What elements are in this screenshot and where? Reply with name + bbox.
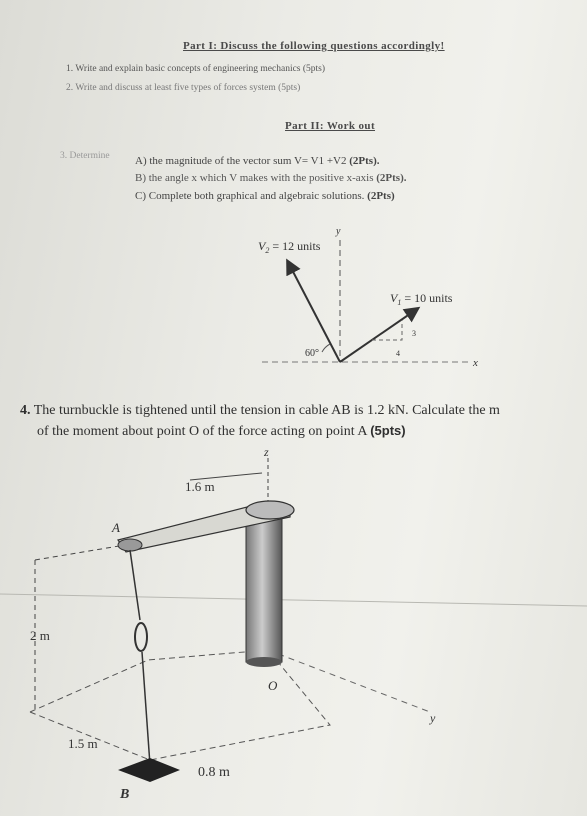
question-3-part-b-text: B) the angle x which V makes with the positive x-axis: [135, 172, 374, 184]
question-3-part-b-points: (2Pts).: [376, 172, 407, 184]
part1-title: Part I: Discuss the following questions accordingly!: [183, 40, 445, 52]
cable-lower: [142, 652, 150, 765]
dim-0-8m: 0.8 m: [198, 765, 230, 780]
vertical-post: [246, 512, 282, 662]
top-ref-line: [35, 545, 125, 560]
question-3-part-c-text: C) Complete both graphical and algebraic solutions.: [135, 190, 365, 202]
y-axis-label-3d: y: [430, 711, 436, 725]
point-o-label: O: [268, 678, 278, 693]
point-a-joint: [118, 539, 142, 551]
v1-label: $V_1 = 10$ units: [390, 291, 453, 307]
paper-fold: [0, 594, 587, 606]
arm-collar: [246, 501, 294, 519]
x-axis-label: x: [473, 357, 478, 369]
question-3-part-a-text: A) the magnitude of the vector sum V= V1 +V2: [135, 155, 347, 167]
question-4-text-continued: of the moment about point O of the force acting on point A: [37, 424, 367, 439]
question-4-number: 4.: [20, 403, 31, 418]
v2-label: $V_2 = 12$ units: [258, 239, 321, 255]
slope-rise-label: 3: [412, 329, 416, 338]
cable-upper: [130, 550, 140, 620]
dim-1-5m: 1.5 m: [68, 736, 98, 751]
question-2-text: Write and discuss at least five types of forces system (5pts): [75, 83, 301, 93]
dim-1-6m: 1.6 m: [185, 479, 215, 494]
question-3-part-c-points: (2Pts): [367, 190, 395, 202]
question-3-part-a-points: (2Pts).: [349, 155, 380, 167]
question-4-text: The turnbuckle is tightened until the tension in cable AB is 1.2 kN. Calculate the m: [33, 403, 500, 418]
question-1-text: Write and explain basic concepts of engineering mechanics (5pts): [75, 64, 326, 74]
z-axis-label: z: [264, 445, 269, 459]
dim-2m: 2 m: [30, 628, 50, 643]
part2-title: Part II: Work out: [285, 120, 376, 132]
post-base: [246, 657, 282, 667]
point-b-label: B: [120, 787, 130, 802]
point-b-anchor: [118, 758, 180, 782]
question-3-intro-text: Determine: [69, 151, 110, 161]
y-axis-label: y: [336, 226, 341, 237]
y-axis-ground-line: [268, 650, 430, 712]
question-3-number: 3.: [60, 151, 68, 161]
turnbuckle: [135, 623, 147, 651]
point-a-label: A: [112, 520, 120, 535]
question-2-number: 2.: [66, 83, 74, 93]
angle-label: 60°: [305, 348, 319, 359]
ground-line-back: [30, 650, 268, 712]
question-1-number: 1.: [66, 64, 74, 74]
question-4-points: (5pts): [370, 423, 406, 438]
slope-run-label: 4: [396, 349, 400, 358]
